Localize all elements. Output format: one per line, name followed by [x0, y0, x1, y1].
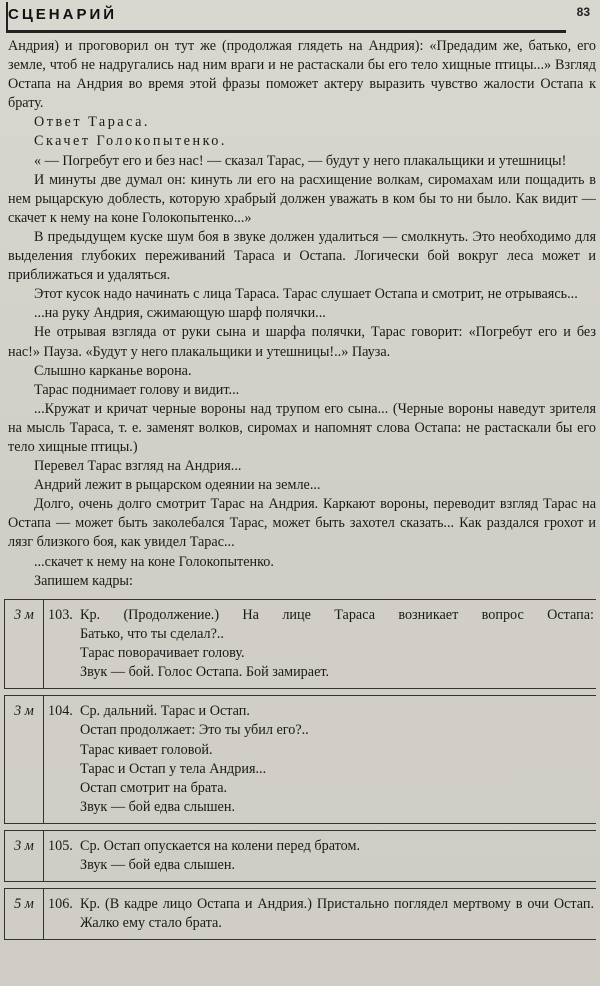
shot-description [80, 696, 596, 823]
paragraph: В предыдущем куске шум боя в звуке должен удалиться — смолкнуть. Это необходимо для выделения глубоких переживаний Тараса и Остапа. Логически бой вокруг леса может и приближаться и удаляться. [8, 228, 596, 284]
shot-list [4, 599, 596, 946]
shot-row [4, 830, 596, 882]
paragraph: Перевел Тарас взгляд на Андрия... [34, 458, 242, 475]
shot-line: Тарас кивает головой. [80, 741, 213, 758]
shot-line: Батько, что ты сделал?.. [80, 626, 224, 643]
shot-duration: 5 м [4, 889, 44, 939]
shot-line: Ср. Остап опускается на колени перед братом. [80, 837, 360, 854]
shot-line: Ср. дальний. Тарас и Остап. [80, 703, 250, 720]
page-number: 83 [576, 5, 590, 19]
running-title: СЦЕНАРИЙ [8, 6, 118, 23]
shot-description [80, 600, 596, 688]
shot-line: Кр. (Продолжение.) На лице Тараса возникает вопрос Остапа: [80, 607, 594, 623]
paragraph: Этот кусок надо начинать с лица Тараса. Тарас слушает Остапа и смотрит, не отрываясь... [34, 286, 578, 303]
paragraph: Андрия) и проговорил он тут же (продолжая глядеть на Андрия): «Предадим же, батько, его земле, чтоб не надругались над ним враги и не растаскали бы его тело хищные птицы...» Взгляд Остапа на Андрия во время этой фразы поможет актеру выразить чувство жалости Остапа к брату. [8, 38, 596, 112]
paragraph: ...на руку Андрия, сжимающую шарф полячки... [34, 305, 326, 322]
shot-duration: 3 м [4, 831, 44, 881]
shot-line: Звук — бой едва слышен. [80, 857, 235, 874]
shot-number: 106. [48, 896, 73, 913]
shot-duration: 3 м [4, 696, 44, 823]
shot-description [80, 889, 596, 939]
page-header [4, 2, 596, 34]
shot-row [4, 888, 596, 940]
paragraph: Запишем кадры: [34, 572, 133, 589]
paragraph: Скачет Голокопытенко. [34, 133, 227, 150]
paragraph: Слышно карканье ворона. [34, 362, 192, 379]
paragraph: Тарас поднимает голову и видит... [34, 381, 240, 398]
paragraph: Андрий лежит в рыцарском одеянии на земле... [34, 477, 321, 494]
shot-line: Звук — бой. Голос Остапа. Бой замирает. [80, 664, 330, 681]
shot-number: 105. [48, 837, 73, 854]
header-rule [6, 30, 566, 33]
paragraph: « — Погребут его и без нас! — сказал Тарас, — будут у него плакальщики и утешницы! [34, 152, 567, 169]
shot-duration: 3 м [4, 600, 44, 688]
paragraph: ...скачет к нему на коне Голокопытенко. [34, 553, 274, 570]
shot-line: Кр. (В кадре лицо Остапа и Андрия.) Пристально поглядел мертвому в очи Остап. Жалко ему стало брата. [80, 896, 594, 932]
shot-description [80, 831, 596, 881]
shot-line: Тарас поворачивает голову. [80, 645, 245, 662]
paragraph: И минуты две думал он: кинуть ли его на расхищение волкам, сиромахам или пощадить в нем рыцарскую доблесть, которую храбрый должен уважать в ком бы то ни было. Как видит — скачет к нему на коне Голокопытенко...» [8, 171, 596, 226]
paragraph: ...Кружат и кричат черные вороны над трупом его сына... (Черные вороны наведут зрителя на мысль Тараса, т. е. заменят волков, сиромах и напомнят слова Остапа: не растаскали бы его тело хищные птицы.) [8, 400, 596, 455]
shot-row [4, 695, 596, 824]
paragraph: Не отрывая взгляда от руки сына и шарфа полячки, Тарас говорит: «Погребут его и без нас!» Пауза. «Будут у него плакальщики и утешницы!..» Пауза. [8, 324, 596, 360]
shot-line: Звук — бой едва слышен. [80, 798, 235, 815]
shot-line: Остап продолжает: Это ты убил его?.. [80, 722, 309, 739]
shot-number: 103. [48, 607, 73, 623]
shot-line: Тарас и Остап у тела Андрия... [80, 760, 267, 777]
paragraph: Ответ Тараса. [34, 114, 150, 131]
body-text [8, 37, 596, 591]
shot-row [4, 599, 596, 689]
shot-number: 104. [48, 703, 73, 720]
paragraph: Долго, очень долго смотрит Тарас на Андрия. Каркают вороны, переводит взгляд Тарас на Остапа — может быть заколебался Тарас, может быть захотел сказать... Как раздался грохот и лязг близкого боя, как увидел Тарас... [8, 496, 596, 551]
shot-line: Остап смотрит на брата. [80, 779, 228, 796]
